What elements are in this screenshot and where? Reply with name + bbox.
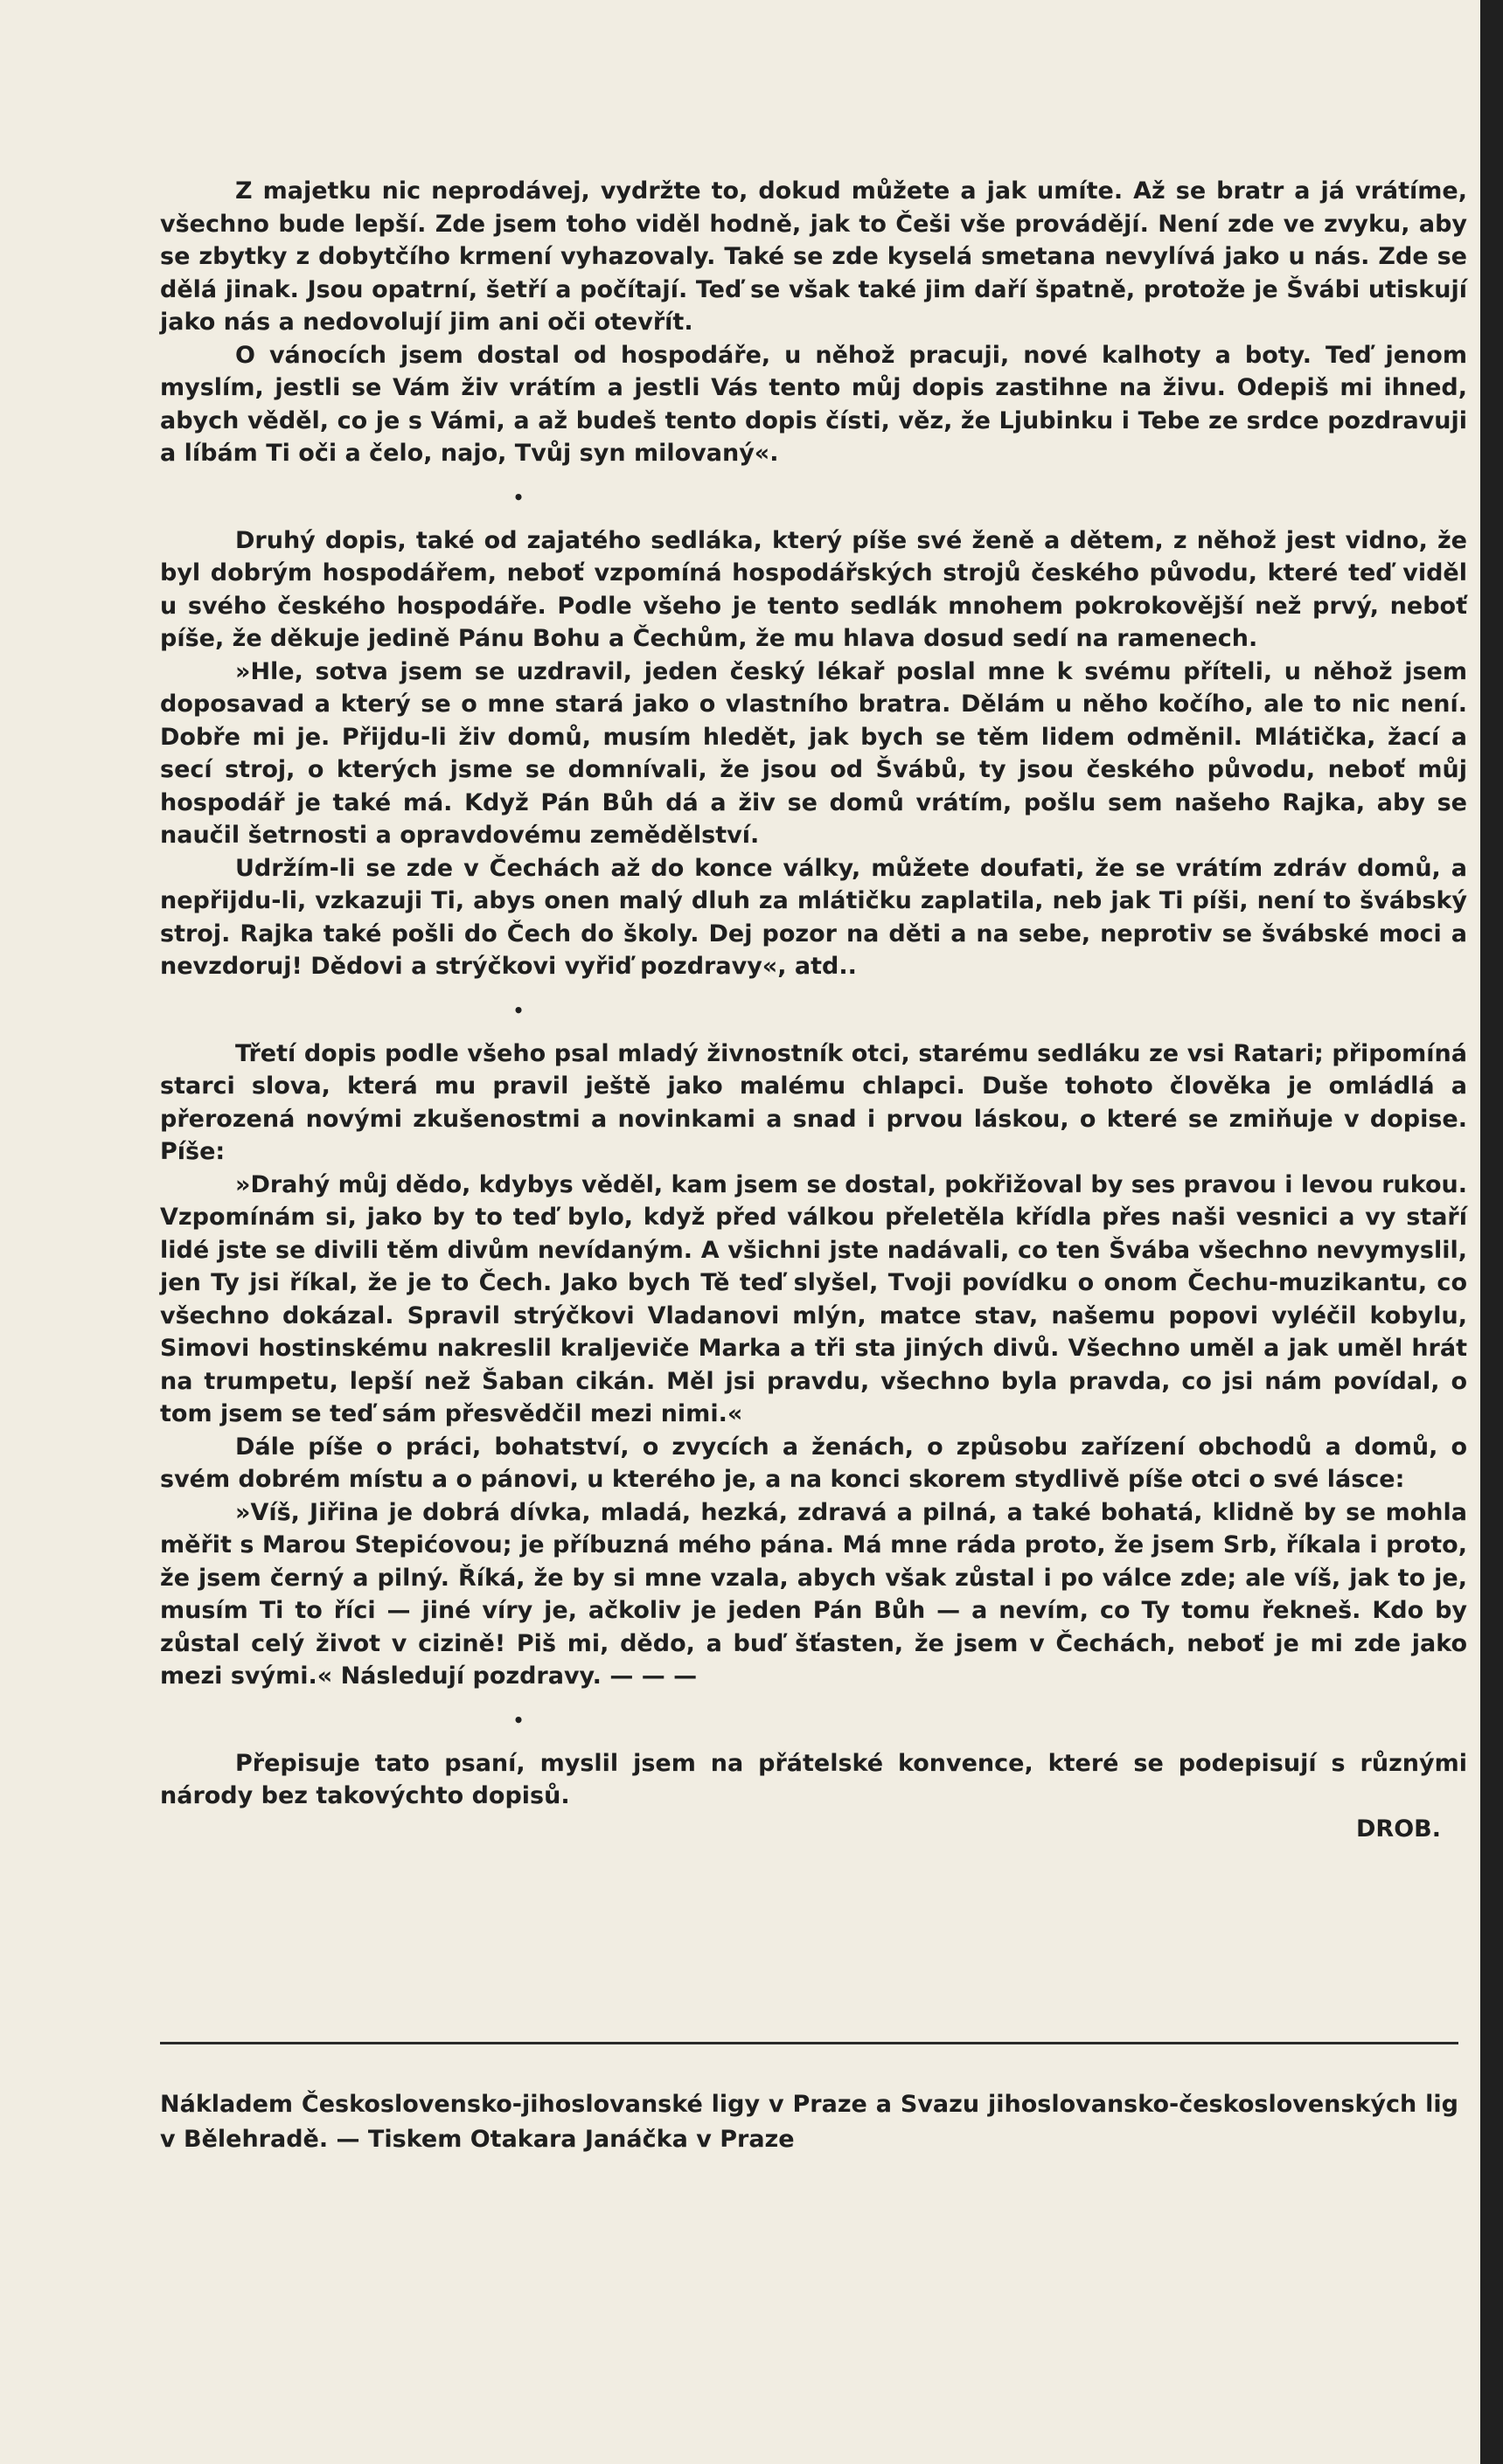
section-separator-dot: •: [512, 486, 525, 508]
closing-text: Přepisuje tato psaní, myslil jsem na přátelské konvence, které se podepisují s různými národy bez takovýchto dopisů.: [160, 1749, 1467, 1809]
publisher-imprint: Nákladem Československo-jihoslovanské ligy v Praze a Svazu jihoslovansko-československých lig v Bělehradě. — Tiskem Otakara Janáčka v Praze: [160, 2091, 1458, 2153]
letter1-paragraph-2: O vánocích jsem dostal od hospodáře, u něhož pracuji, nové kalhoty a boty. Teď jenom myslím, jestli se Vám živ vrátím a jestli Vás tento můj dopis zastihne na živu. Odepiš mi ihned, abych věděl, co je s Vámi, a až budeš tento dopis čísti, věz, že Ljubinku i Tebe ze srdce pozdravuji a líbám Ti oči a čelo, najo, Tvůj syn milovaný«.: [160, 341, 1467, 467]
page-body: [160, 175, 1467, 1845]
letter2-intro: Druhý dopis, také od zajatého sedláka, který píše své ženě a dětem, z něhož jest vidno, že byl dobrým hospodářem, neboť vzpomíná hospodářských strojů českého původu, které teď viděl u svého českého hospodáře. Podle všeho je tento sedlák mnohem pokrokovější než prvý, neboť píše, že děkuje jedině Pánu Bohu a Čechům, že mu hlava dosud sedí na ramenech.: [160, 526, 1467, 652]
letter3-quote-2: »Víš, Jiřina je dobrá dívka, mladá, hezká, zdravá a pilná, a také bohatá, klidně by se mohla měřit s Marou Stepićovou; je příbuzná mého pána. Má mne ráda proto, že jsem Srb, říkala i proto, že jsem černý a pilný. Říká, že by si mne vzala, abych však zůstal i po válce zde; ale víš, jak to je, musím Ti to říci — jiné víry je, ačkoliv je jeden Pán Bůh — a nevím, co Ty tomu řekneš. Kdo by zůstal celý život v cizině! Piš mi, dědo, a buď šťasten, že jsem v Čechách, neboť je mi zde jako mezi svými.« Následují pozdravy. — — —: [160, 1498, 1467, 1690]
letter2-quote-2: Udržím-li se zde v Čechách až do konce války, můžete doufati, že se vrátím zdráv domů, a nepřijdu-li, vzkazuji Ti, abys onen malý dluh za mlátičku zaplatila, neb jak Ti píši, není to švábský stroj. Rajka také pošli do Čech do školy. Dej pozor na děti a na sebe, neprotiv se švábské moci a nevzdoruj! Dědovi a strýčkovi vyřiď pozdravy«, atd..: [160, 854, 1467, 980]
letter3-summary: Dále píše o práci, bohatství, o zvycích a ženách, o způsobu zařízení obchodů a domů, o svém dobrém místu a o pánovi, u kterého je, a na konci skorem stydlivě píše otci o své lásce:: [160, 1433, 1467, 1493]
letter1-paragraph-1: Z majetku nic neprodávej, vydržte to, dokud můžete a jak umíte. Až se bratr a já vrátíme, všechno bude lepší. Zde jsem toho viděl hodně, jak to Češi vše provádějí. Není zde ve zvyku, aby se zbytky z dobytčího krmení vyhazovaly. Také se zde kyselá smetana nevylívá jako u nás. Zde se dělá jinak. Jsou opatrní, šetří a počítají. Teď se však také jim daří špatně, protože je Švábi utiskují jako nás a nedovolují jim ani oči otevřít.: [160, 177, 1467, 336]
section-separator-dot: •: [512, 1709, 525, 1731]
book-spine-edge: [1480, 0, 1503, 2464]
letter2-quote-1: »Hle, sotva jsem se uzdravil, jeden český lékař poslal mne k svému příteli, u něhož jsem doposavad a který se o mne stará jako o vlastního bratra. Dělám u něho kočího, ale to nic není. Dobře mi je. Přijdu-li živ domů, musím hledět, jak bych se těm lidem odměnil. Mlátička, žací a secí stroj, o kterých jsme se domnívali, že jsou od Švábů, ty jsou českého původu, neboť můj hospodář je také má. Když Pán Bůh dá a živ se domů vrátím, pošlu sem našeho Rajka, aby se naučil šetrnosti a opravdovému zemědělství.: [160, 657, 1467, 849]
signature-row: [160, 1813, 1467, 1846]
section-separator-dot: •: [512, 999, 525, 1021]
closing-paragraph: [160, 1747, 1467, 1813]
letter3-intro: Třetí dopis podle všeho psal mladý živnostník otci, starému sedláku ze vsi Ratari; připomíná starci slova, která mu pravil ještě jako malému chlapci. Duše tohoto člověka je omládlá a přerozená novými zkušenostmi a novinkami a snad i prvou láskou, o které se zmiňuje v dopise. Píše:: [160, 1039, 1467, 1165]
author-signature: DROB.: [1356, 1815, 1441, 1843]
footer-divider: [160, 2042, 1458, 2044]
letter3-quote-1: »Drahý můj dědo, kdybys věděl, kam jsem se dostal, pokřižoval by ses pravou i levou rukou. Vzpomínám si, jako by to teď bylo, když před válkou přeletěla křídla přes naši vesnici a vy staří lidé jste se divili těm divům nevídaným. A všichni jste nadávali, co ten Švába všechno nevymyslil, jen Ty jsi říkal, že je to Čech. Jako bych Tě teď slyšel, Tvoji povídku o onom Čechu-muzikantu, co všechno dokázal. Spravil strýčkovi Vladanovi mlýn, matce stav, našemu popovi vyléčil kobylu, Simovi hostinskému nakreslil kraljeviče Marka a tři sta jiných divů. Všechno uměl a jak uměl hrát na trumpetu, lepší než Šaban cikán. Měl jsi pravdu, všechno byla pravda, co jsi nám povídal, o tom jsem se teď sám přesvědčil mezi nimi.«: [160, 1170, 1467, 1427]
